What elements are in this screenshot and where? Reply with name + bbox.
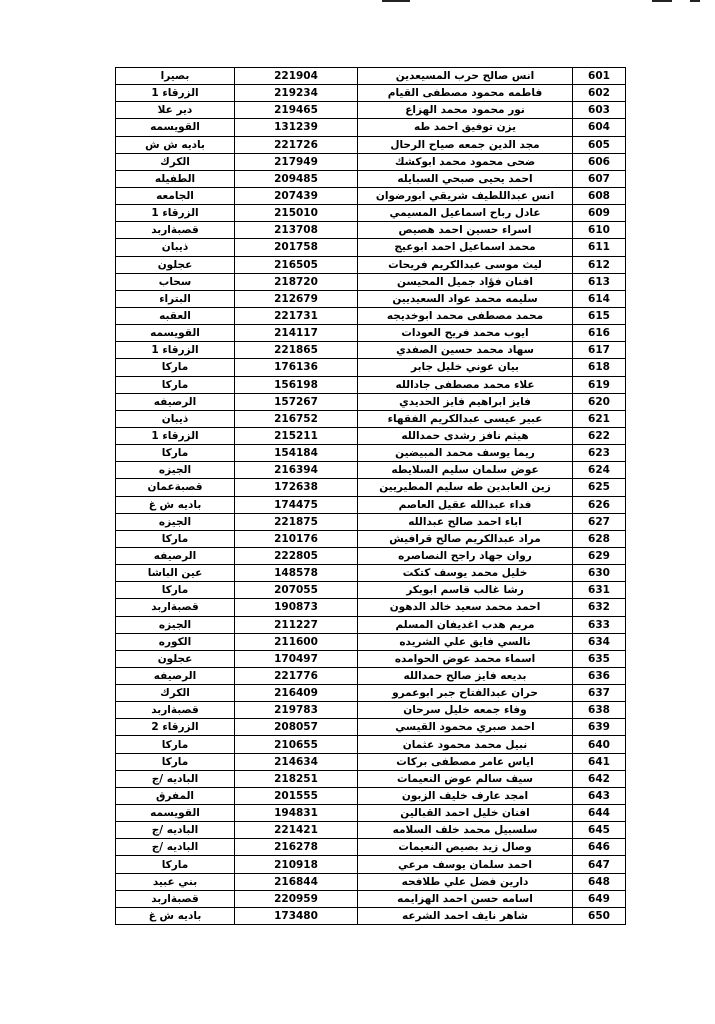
table-row bbox=[116, 787, 626, 804]
location-cell: البتراء bbox=[116, 290, 235, 307]
location-cell: بني عبيد bbox=[116, 873, 235, 890]
table-row bbox=[116, 479, 626, 496]
table-row bbox=[116, 770, 626, 787]
row-number-cell: 627 bbox=[573, 513, 626, 530]
location-cell: عجلون bbox=[116, 650, 235, 667]
location-cell: سحاب bbox=[116, 273, 235, 290]
id-number-cell: 201555 bbox=[235, 787, 358, 804]
row-number-cell: 601 bbox=[573, 68, 626, 85]
location-cell: قصبةاربد bbox=[116, 702, 235, 719]
name-cell: فاطمه محمود مصطفى القيام bbox=[358, 85, 573, 102]
id-number-cell: 221776 bbox=[235, 667, 358, 684]
location-cell: الزرقاء 1 bbox=[116, 342, 235, 359]
table-row bbox=[116, 890, 626, 907]
id-number-cell: 215211 bbox=[235, 427, 358, 444]
name-cell: افنان خليل احمد القبالين bbox=[358, 805, 573, 822]
table-row bbox=[116, 685, 626, 702]
location-cell: الجيزه bbox=[116, 513, 235, 530]
row-number-cell: 650 bbox=[573, 907, 626, 924]
row-number-cell: 623 bbox=[573, 445, 626, 462]
location-cell: ماركا bbox=[116, 359, 235, 376]
location-cell: الباديه /ج bbox=[116, 822, 235, 839]
id-number-cell: 190873 bbox=[235, 599, 358, 616]
row-number-cell: 625 bbox=[573, 479, 626, 496]
id-number-cell: 222805 bbox=[235, 547, 358, 564]
id-number-cell: 214117 bbox=[235, 325, 358, 342]
id-number-cell: 220959 bbox=[235, 890, 358, 907]
name-cell: ريما يوسف محمد المبيضين bbox=[358, 445, 573, 462]
id-number-cell: 154184 bbox=[235, 445, 358, 462]
table-row bbox=[116, 907, 626, 924]
row-number-cell: 613 bbox=[573, 273, 626, 290]
scan-artifact bbox=[382, 0, 410, 2]
id-number-cell: 221875 bbox=[235, 513, 358, 530]
location-cell: ماركا bbox=[116, 582, 235, 599]
table-row bbox=[116, 530, 626, 547]
table-row bbox=[116, 410, 626, 427]
row-number-cell: 631 bbox=[573, 582, 626, 599]
table-row bbox=[116, 873, 626, 890]
location-cell: الباديه /ج bbox=[116, 770, 235, 787]
table-row bbox=[116, 68, 626, 85]
location-cell: الجامعه bbox=[116, 187, 235, 204]
id-number-cell: 219783 bbox=[235, 702, 358, 719]
row-number-cell: 641 bbox=[573, 753, 626, 770]
table-row bbox=[116, 513, 626, 530]
id-number-cell: 210918 bbox=[235, 856, 358, 873]
table-row bbox=[116, 376, 626, 393]
id-number-cell: 219465 bbox=[235, 102, 358, 119]
location-cell: باديه ش غ bbox=[116, 907, 235, 924]
name-cell: نبيل محمد محمود عثمان bbox=[358, 736, 573, 753]
id-number-cell: 194831 bbox=[235, 805, 358, 822]
row-number-cell: 624 bbox=[573, 462, 626, 479]
id-number-cell: 215010 bbox=[235, 205, 358, 222]
row-number-cell: 643 bbox=[573, 787, 626, 804]
row-number-cell: 646 bbox=[573, 839, 626, 856]
row-number-cell: 647 bbox=[573, 856, 626, 873]
table-row bbox=[116, 633, 626, 650]
row-number-cell: 612 bbox=[573, 256, 626, 273]
table-row bbox=[116, 599, 626, 616]
row-number-cell: 604 bbox=[573, 119, 626, 136]
name-cell: اياس عامر مصطفى بركات bbox=[358, 753, 573, 770]
location-cell: عجلون bbox=[116, 256, 235, 273]
name-cell: شاهر نايف احمد الشرعه bbox=[358, 907, 573, 924]
row-number-cell: 633 bbox=[573, 616, 626, 633]
table-row bbox=[116, 839, 626, 856]
location-cell: ماركا bbox=[116, 376, 235, 393]
location-cell: المفرق bbox=[116, 787, 235, 804]
location-cell: باديه ش غ bbox=[116, 496, 235, 513]
row-number-cell: 602 bbox=[573, 85, 626, 102]
row-number-cell: 649 bbox=[573, 890, 626, 907]
name-cell: احمد يحيى صبحي السبايله bbox=[358, 170, 573, 187]
row-number-cell: 621 bbox=[573, 410, 626, 427]
id-number-cell: 157267 bbox=[235, 393, 358, 410]
name-cell: سليمه محمد عواد السعيديين bbox=[358, 290, 573, 307]
location-cell: ماركا bbox=[116, 530, 235, 547]
roster-table-body bbox=[116, 68, 626, 925]
table-row bbox=[116, 239, 626, 256]
id-number-cell: 214634 bbox=[235, 753, 358, 770]
id-number-cell: 219234 bbox=[235, 85, 358, 102]
table-row bbox=[116, 290, 626, 307]
row-number-cell: 608 bbox=[573, 187, 626, 204]
name-cell: رشا غالب قاسم ابوبكر bbox=[358, 582, 573, 599]
row-number-cell: 618 bbox=[573, 359, 626, 376]
table-row bbox=[116, 719, 626, 736]
name-cell: محمد اسماعيل احمد ابوعيج bbox=[358, 239, 573, 256]
id-number-cell: 176136 bbox=[235, 359, 358, 376]
document-sheet bbox=[115, 67, 623, 925]
scan-artifact bbox=[690, 0, 700, 2]
table-row bbox=[116, 547, 626, 564]
id-number-cell: 221731 bbox=[235, 307, 358, 324]
id-number-cell: 211227 bbox=[235, 616, 358, 633]
id-number-cell: 170497 bbox=[235, 650, 358, 667]
table-row bbox=[116, 136, 626, 153]
name-cell: احمد صبري محمود القيسي bbox=[358, 719, 573, 736]
location-cell: ذيبان bbox=[116, 239, 235, 256]
id-number-cell: 221865 bbox=[235, 342, 358, 359]
table-row bbox=[116, 427, 626, 444]
row-number-cell: 640 bbox=[573, 736, 626, 753]
table-row bbox=[116, 325, 626, 342]
id-number-cell: 213708 bbox=[235, 222, 358, 239]
name-cell: هيثم نافز رشدى حمدالله bbox=[358, 427, 573, 444]
name-cell: بيان عوني خليل جابر bbox=[358, 359, 573, 376]
table-row bbox=[116, 702, 626, 719]
row-number-cell: 626 bbox=[573, 496, 626, 513]
table-row bbox=[116, 119, 626, 136]
location-cell: ذيبان bbox=[116, 410, 235, 427]
name-cell: عبير عيسى عبدالكريم الفقهاء bbox=[358, 410, 573, 427]
name-cell: حران عبدالفتاح جبر ابوعمرو bbox=[358, 685, 573, 702]
row-number-cell: 617 bbox=[573, 342, 626, 359]
location-cell: ماركا bbox=[116, 445, 235, 462]
location-cell: القويسمه bbox=[116, 325, 235, 342]
location-cell: عين الباشا bbox=[116, 565, 235, 582]
table-row bbox=[116, 256, 626, 273]
name-cell: علاء محمد مصطفى جادالله bbox=[358, 376, 573, 393]
location-cell: ماركا bbox=[116, 736, 235, 753]
location-cell: الرصيفه bbox=[116, 547, 235, 564]
table-row bbox=[116, 307, 626, 324]
id-number-cell: 201758 bbox=[235, 239, 358, 256]
row-number-cell: 609 bbox=[573, 205, 626, 222]
name-cell: اسامه حسن احمد الهزايمه bbox=[358, 890, 573, 907]
row-number-cell: 611 bbox=[573, 239, 626, 256]
id-number-cell: 218720 bbox=[235, 273, 358, 290]
table-row bbox=[116, 85, 626, 102]
id-number-cell: 174475 bbox=[235, 496, 358, 513]
table-row bbox=[116, 342, 626, 359]
id-number-cell: 216752 bbox=[235, 410, 358, 427]
name-cell: احمد سلمان يوسف مرعي bbox=[358, 856, 573, 873]
row-number-cell: 642 bbox=[573, 770, 626, 787]
table-row bbox=[116, 205, 626, 222]
table-row bbox=[116, 393, 626, 410]
id-number-cell: 218251 bbox=[235, 770, 358, 787]
id-number-cell: 221421 bbox=[235, 822, 358, 839]
location-cell: الزرقاء 1 bbox=[116, 205, 235, 222]
row-number-cell: 607 bbox=[573, 170, 626, 187]
table-row bbox=[116, 496, 626, 513]
table-row bbox=[116, 736, 626, 753]
location-cell: الكرك bbox=[116, 153, 235, 170]
name-cell: اسراء حسين احمد هصيص bbox=[358, 222, 573, 239]
row-number-cell: 630 bbox=[573, 565, 626, 582]
location-cell: الزرقاء 2 bbox=[116, 719, 235, 736]
name-cell: سيف سالم عوض النعيمات bbox=[358, 770, 573, 787]
location-cell: قصبةاربد bbox=[116, 890, 235, 907]
table-row bbox=[116, 359, 626, 376]
name-cell: اسماء محمد عوض الحوامده bbox=[358, 650, 573, 667]
name-cell: ليث موسى عبدالكريم فريحات bbox=[358, 256, 573, 273]
name-cell: زين العابدين طه سليم المطيريين bbox=[358, 479, 573, 496]
location-cell: الباديه /ج bbox=[116, 839, 235, 856]
location-cell: الرصيفه bbox=[116, 667, 235, 684]
id-number-cell: 216844 bbox=[235, 873, 358, 890]
location-cell: باديه ش ش bbox=[116, 136, 235, 153]
name-cell: عادل رباح اسماعيل المسيمي bbox=[358, 205, 573, 222]
table-row bbox=[116, 170, 626, 187]
id-number-cell: 221904 bbox=[235, 68, 358, 85]
name-cell: مراد عبدالكريم صالح قرافيش bbox=[358, 530, 573, 547]
name-cell: انس عبداللطيف شريقي ابورضوان bbox=[358, 187, 573, 204]
name-cell: ايوب محمد فريح العودات bbox=[358, 325, 573, 342]
table-row bbox=[116, 856, 626, 873]
row-number-cell: 614 bbox=[573, 290, 626, 307]
id-number-cell: 131239 bbox=[235, 119, 358, 136]
row-number-cell: 628 bbox=[573, 530, 626, 547]
row-number-cell: 648 bbox=[573, 873, 626, 890]
row-number-cell: 644 bbox=[573, 805, 626, 822]
location-cell: الزرقاء 1 bbox=[116, 85, 235, 102]
id-number-cell: 209485 bbox=[235, 170, 358, 187]
id-number-cell: 216394 bbox=[235, 462, 358, 479]
name-cell: نور محمود محمد الهزاع bbox=[358, 102, 573, 119]
location-cell: العقبه bbox=[116, 307, 235, 324]
row-number-cell: 635 bbox=[573, 650, 626, 667]
row-number-cell: 629 bbox=[573, 547, 626, 564]
name-cell: روان جهاد راجح النصاصره bbox=[358, 547, 573, 564]
table-row bbox=[116, 805, 626, 822]
id-number-cell: 172638 bbox=[235, 479, 358, 496]
name-cell: امجد عارف خليف الزبون bbox=[358, 787, 573, 804]
table-row bbox=[116, 187, 626, 204]
row-number-cell: 634 bbox=[573, 633, 626, 650]
name-cell: وفاء جمعه خليل سرحان bbox=[358, 702, 573, 719]
location-cell: الجيزه bbox=[116, 616, 235, 633]
location-cell: الزرقاء 1 bbox=[116, 427, 235, 444]
table-row bbox=[116, 445, 626, 462]
name-cell: فداء عبدالله عقيل العاصم bbox=[358, 496, 573, 513]
location-cell: الرصيفه bbox=[116, 393, 235, 410]
scan-artifact bbox=[652, 0, 672, 2]
row-number-cell: 639 bbox=[573, 719, 626, 736]
name-cell: مريم هدب اغديفان المسلم bbox=[358, 616, 573, 633]
name-cell: اباء احمد صالح عبدالله bbox=[358, 513, 573, 530]
id-number-cell: 211600 bbox=[235, 633, 358, 650]
row-number-cell: 615 bbox=[573, 307, 626, 324]
table-row bbox=[116, 222, 626, 239]
table-row bbox=[116, 753, 626, 770]
name-cell: سلسبيل محمد خلف السلامه bbox=[358, 822, 573, 839]
name-cell: ضحى محمود محمد ابوكشك bbox=[358, 153, 573, 170]
id-number-cell: 216505 bbox=[235, 256, 358, 273]
name-cell: وصال زيد بصيص النعيمات bbox=[358, 839, 573, 856]
name-cell: فايز ابراهيم فايز الحديدي bbox=[358, 393, 573, 410]
location-cell: قصبةعمان bbox=[116, 479, 235, 496]
name-cell: افنان فؤاد جميل المحيسن bbox=[358, 273, 573, 290]
name-cell: احمد محمد سعيد خالد الدهون bbox=[358, 599, 573, 616]
table-row bbox=[116, 650, 626, 667]
roster-table bbox=[115, 67, 626, 925]
table-row bbox=[116, 462, 626, 479]
row-number-cell: 622 bbox=[573, 427, 626, 444]
id-number-cell: 217949 bbox=[235, 153, 358, 170]
id-number-cell: 210176 bbox=[235, 530, 358, 547]
id-number-cell: 173480 bbox=[235, 907, 358, 924]
name-cell: نالسي فايق علي الشريده bbox=[358, 633, 573, 650]
table-row bbox=[116, 102, 626, 119]
id-number-cell: 207055 bbox=[235, 582, 358, 599]
row-number-cell: 603 bbox=[573, 102, 626, 119]
row-number-cell: 637 bbox=[573, 685, 626, 702]
name-cell: عوض سلمان سليم السلايطه bbox=[358, 462, 573, 479]
name-cell: خليل محمد يوسف كتكت bbox=[358, 565, 573, 582]
location-cell: بصيرا bbox=[116, 68, 235, 85]
id-number-cell: 216409 bbox=[235, 685, 358, 702]
table-row bbox=[116, 667, 626, 684]
id-number-cell: 207439 bbox=[235, 187, 358, 204]
name-cell: دارين فضل علي طلافحه bbox=[358, 873, 573, 890]
id-number-cell: 148578 bbox=[235, 565, 358, 582]
table-row bbox=[116, 565, 626, 582]
row-number-cell: 619 bbox=[573, 376, 626, 393]
row-number-cell: 645 bbox=[573, 822, 626, 839]
row-number-cell: 610 bbox=[573, 222, 626, 239]
id-number-cell: 156198 bbox=[235, 376, 358, 393]
id-number-cell: 208057 bbox=[235, 719, 358, 736]
name-cell: يزن توفيق احمد طه bbox=[358, 119, 573, 136]
name-cell: سهاد محمد حسين الصفدي bbox=[358, 342, 573, 359]
location-cell: الطفيله bbox=[116, 170, 235, 187]
name-cell: مجد الدين جمعه صياح الرحال bbox=[358, 136, 573, 153]
location-cell: القويسمه bbox=[116, 119, 235, 136]
row-number-cell: 606 bbox=[573, 153, 626, 170]
location-cell: الجيزه bbox=[116, 462, 235, 479]
location-cell: الكرك bbox=[116, 685, 235, 702]
table-row bbox=[116, 822, 626, 839]
table-row bbox=[116, 582, 626, 599]
table-row bbox=[116, 273, 626, 290]
name-cell: انس صالح حرب المسيعدين bbox=[358, 68, 573, 85]
row-number-cell: 605 bbox=[573, 136, 626, 153]
location-cell: الكوره bbox=[116, 633, 235, 650]
row-number-cell: 638 bbox=[573, 702, 626, 719]
location-cell: ماركا bbox=[116, 753, 235, 770]
row-number-cell: 616 bbox=[573, 325, 626, 342]
id-number-cell: 210655 bbox=[235, 736, 358, 753]
table-row bbox=[116, 616, 626, 633]
row-number-cell: 636 bbox=[573, 667, 626, 684]
name-cell: بديعه فايز صالح حمدالله bbox=[358, 667, 573, 684]
location-cell: قصبةاربد bbox=[116, 599, 235, 616]
location-cell: دير علا bbox=[116, 102, 235, 119]
table-row bbox=[116, 153, 626, 170]
location-cell: ماركا bbox=[116, 856, 235, 873]
id-number-cell: 216278 bbox=[235, 839, 358, 856]
location-cell: القويسمه bbox=[116, 805, 235, 822]
row-number-cell: 632 bbox=[573, 599, 626, 616]
id-number-cell: 212679 bbox=[235, 290, 358, 307]
id-number-cell: 221726 bbox=[235, 136, 358, 153]
location-cell: قصبةاربد bbox=[116, 222, 235, 239]
name-cell: محمد مصطفى محمد ابوخديجه bbox=[358, 307, 573, 324]
row-number-cell: 620 bbox=[573, 393, 626, 410]
